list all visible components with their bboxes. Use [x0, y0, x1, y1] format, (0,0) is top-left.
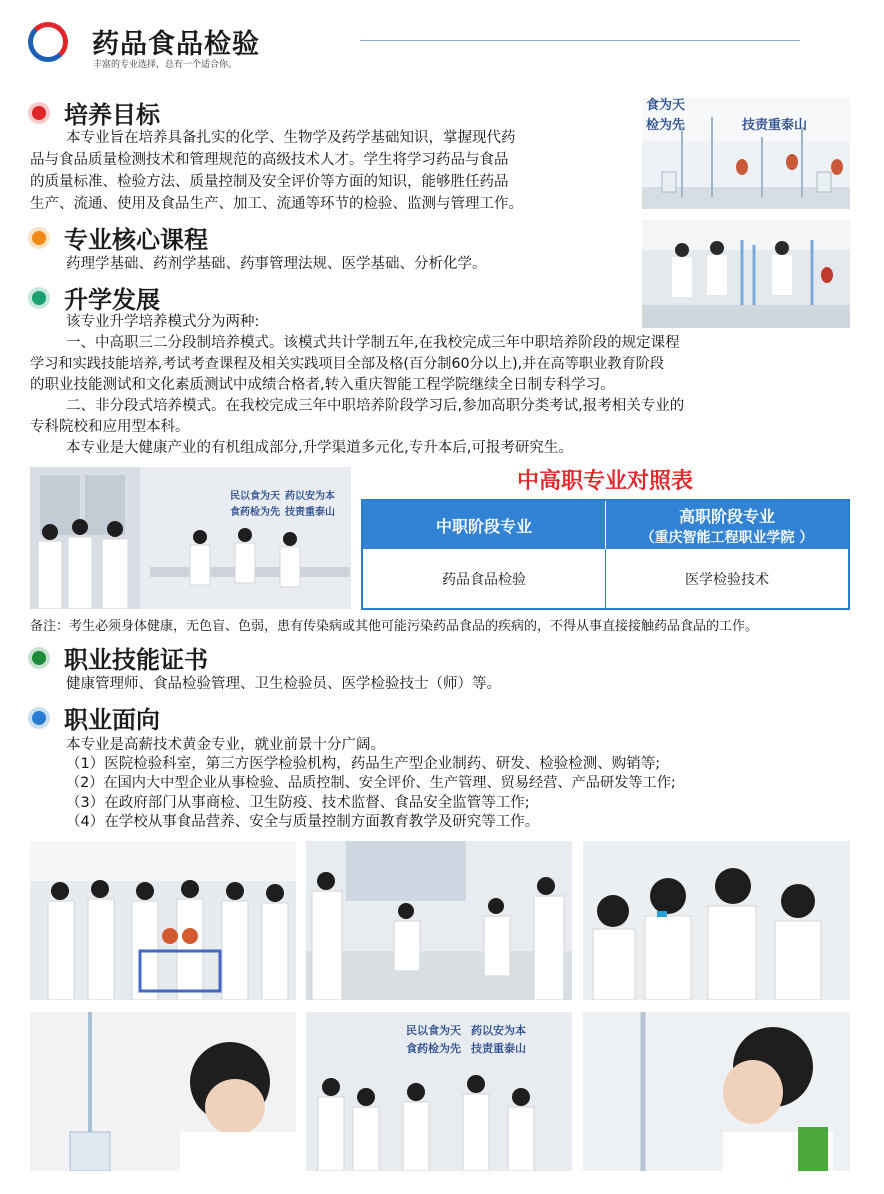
table-header-cell: [363, 501, 606, 549]
further-line: 本专业是大健康产业的有机组成部分,升学渠道多元化,专升本后,可报考研究生。: [66, 440, 573, 456]
student-pipette-photo: [30, 1012, 296, 1171]
careers-intro: 本专业是高薪技术黄金专业，就业前景十分广阔。: [66, 737, 385, 753]
col2-subheader: （重庆智能工程职业学院 ）: [640, 529, 814, 546]
classroom-lab-photo: [30, 467, 351, 609]
wall-slogan-text: 民以食为天: [406, 1024, 461, 1037]
comparison-table-title: 中高职专业对照表: [516, 469, 693, 494]
further-line: 一、中高职三二分段制培养模式。该模式共计学制五年,在我校完成三年中职培养阶段的规定课程: [66, 335, 680, 351]
table-header-cell: [606, 501, 848, 549]
lab-students-photo: [642, 220, 850, 328]
further-line: 该专业升学培养模式分为两种:: [66, 314, 260, 330]
goal-line: 的质量标准、检验方法、质量控制及安全评价等方面的知识，能够胜任药品: [30, 174, 509, 190]
health-note: 备注：考生必须身体健康，无色盲、色弱，患有传染病或其他可能污染药品食品的疾病的，不得从事直接接触药品食品的工作。: [30, 619, 759, 634]
wall-slogan-text: 药以安为本: [471, 1024, 526, 1037]
career-item: （1）医院检验科室，第三方医学检验机构，药品生产型企业制药、研发、检验检测、购销等;: [66, 756, 661, 772]
further-line: 专科院校和应用型本科。: [30, 419, 190, 435]
table-header-row: [363, 501, 848, 549]
wall-slogan-text: 药以安为本: [285, 491, 335, 502]
goal-line: 本专业旨在培养具备扎实的化学、生物学及药学基础知识，掌握现代药: [66, 130, 516, 146]
section-careers-heading: [32, 700, 160, 735]
col1-header: 中职阶段专业: [435, 516, 532, 536]
students-lab-photo-2: [306, 841, 572, 1000]
wall-slogan-text: 食为天: [646, 98, 686, 113]
page-title: 药品食品检验: [92, 29, 260, 60]
header-divider: [360, 40, 800, 41]
green-bullet-icon: [32, 651, 46, 665]
section-title: 升学发展: [64, 286, 160, 314]
comparison-table: [361, 499, 850, 610]
wall-slogan-text: 检为先: [646, 118, 686, 133]
student-burette-photo: [583, 1012, 850, 1171]
students-closeup-photo-1: [583, 841, 850, 1000]
section-courses-heading: [32, 220, 208, 255]
section-further-heading: [32, 280, 160, 315]
section-title: 专业核心课程: [64, 226, 208, 254]
wall-slogan-text: 食药检为先: [406, 1042, 461, 1055]
section-goal-heading: [32, 95, 160, 130]
wall-slogan-text: 民以食为天: [230, 491, 280, 502]
goal-line: 品与食品质量检测技术和管理规范的高级技术人才。学生将学习药品与食品: [30, 152, 509, 168]
wall-slogan-text: 技责重泰山: [742, 118, 808, 133]
courses-text: 药理学基础、药剂学基础、药事管理法规、医学基础、分析化学。: [66, 256, 487, 272]
table-row: [363, 549, 848, 608]
section-title: 培养目标: [64, 101, 160, 129]
slogan: 丰富的专业选择，总有一个适合你。: [93, 60, 238, 70]
red-bullet-icon: [32, 106, 46, 120]
classroom-lab-photo-2: [306, 1012, 572, 1171]
wall-slogan-text: 技责重泰山: [285, 507, 335, 518]
table-cell: 医学检验技术: [685, 571, 769, 588]
further-line: 学习和实践技能培养,考试考查课程及相关实践项目全部及格(百分制60分以上),并在高等职业教育阶段: [30, 356, 665, 372]
wall-slogan-text: 食药检为先: [230, 507, 280, 518]
section-title: 职业技能证书: [64, 646, 208, 674]
blue-bullet-icon: [32, 711, 46, 725]
further-line: 的职业技能测试和文化素质测试中成绩合格者,转入重庆智能工程学院继续全日制专科学习。: [30, 377, 615, 393]
career-item: （3）在政府部门从事商检、卫生防疫、技术监督、食品安全监管等工作;: [66, 795, 530, 811]
further-line: 二、非分段式培养模式。在我校完成三年中职培养阶段学习后,参加高职分类考试,报考相关专业的: [66, 398, 685, 414]
orange-bullet-icon: [32, 231, 46, 245]
col2-header: 高职阶段专业: [678, 506, 775, 526]
career-item: （4）在学校从事食品营养、安全与质量控制方面教育教学及研究等工作。: [66, 814, 540, 830]
section-title: 职业面向: [64, 706, 160, 734]
certs-text: 健康管理师、食品检验管理、卫生检验员、医学检验技士（师）等。: [66, 676, 501, 692]
lab-glassware-photo: [642, 97, 850, 209]
section-certs-heading: [32, 640, 208, 675]
wall-slogan-text: 技责重泰山: [471, 1042, 526, 1055]
teal-bullet-icon: [32, 291, 46, 305]
goal-line: 生产、流通、使用及食品生产、加工、流通等环节的检验、监测与管理工作。: [30, 196, 523, 212]
students-lab-photo-1: [30, 841, 296, 1000]
table-cell: 药品食品检验: [363, 549, 606, 608]
logo-icon: [28, 22, 68, 62]
career-item: （2）在国内大中型企业从事检验、品质控制、安全评价、生产管理、贸易经营、产品研发等工作;: [66, 775, 676, 791]
